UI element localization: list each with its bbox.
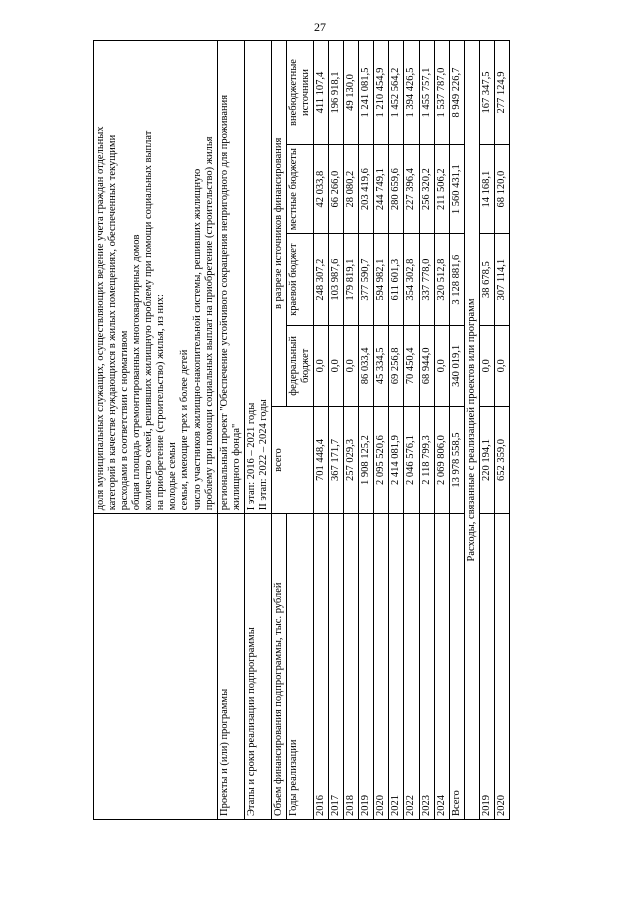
cell-offbudget: 411 107,4	[314, 41, 329, 145]
col-offbudget-header: внебюджетные источники	[286, 41, 313, 145]
cell-offbudget: 1 210 454,9	[374, 41, 389, 145]
indicator-line: молодые семьи	[167, 442, 179, 511]
cell-year: 2024	[434, 514, 449, 820]
funding-row	[359, 41, 374, 820]
cell-year: 2019	[359, 514, 374, 820]
cell-federal: 0,0	[344, 326, 359, 407]
section-title-row	[464, 41, 479, 820]
indicators-label-cell	[94, 514, 218, 820]
cell-total: 220 194,1	[479, 406, 494, 514]
funding-row	[329, 41, 344, 820]
cell-federal: 0,0	[479, 326, 494, 407]
subprogram-passport-table	[93, 40, 510, 820]
indicator-line: число участников жилищно-накопительной системы, решивших жилищную	[191, 168, 203, 511]
cell-federal: 0,0	[329, 326, 344, 407]
projects-label: Проекты и (или) программы	[217, 514, 244, 820]
indicators-row	[94, 41, 218, 820]
indicator-line: на приобретение (строительство) жилья, из них:	[155, 294, 167, 511]
cell-local: 211 506,2	[434, 145, 449, 234]
cell-federal: 0,0	[314, 326, 329, 407]
cell-regional: 337 778,0	[419, 234, 434, 326]
cell-regional: 354 302,8	[404, 234, 419, 326]
stage-line: II этап: 2022 – 2024 годы	[257, 399, 269, 511]
col-federal-header: федеральный бюджет	[286, 326, 313, 407]
funding-label: Объем финансирования подпрограммы, тыс. рублей	[271, 514, 286, 820]
cell-local: 203 419,6	[359, 145, 374, 234]
cell-offbudget: 277 124,9	[494, 41, 509, 145]
project-row	[494, 41, 509, 820]
project-row	[479, 41, 494, 820]
indicator-line: семьи, имеющие трех и более детей	[179, 349, 191, 511]
funding-row	[434, 41, 449, 820]
col-regional-header: краевой бюджет	[286, 234, 313, 326]
cell-year: Всего	[449, 514, 464, 820]
cell-total: 652 359,0	[494, 406, 509, 514]
cell-federal: 70 450,4	[404, 326, 419, 407]
cell-offbudget: 1 537 787,0	[434, 41, 449, 145]
rotated-table-container	[93, 40, 610, 820]
col-group-header: в разрезе источников финансирования	[271, 41, 286, 407]
funding-row	[389, 41, 404, 820]
cell-year: 2020	[494, 514, 509, 820]
cell-total: 2 069 806,0	[434, 406, 449, 514]
cell-offbudget: 8 949 226,7	[449, 41, 464, 145]
cell-total: 257 029,3	[344, 406, 359, 514]
cell-total: 1 908 125,2	[359, 406, 374, 514]
projects-value: региональный проект "Обеспечение устойчивого сокращения непригодного для проживания жилищного фонда"	[217, 41, 244, 514]
funding-row	[314, 41, 329, 820]
cell-regional: 594 982,1	[374, 234, 389, 326]
years-label: Годы реализации	[286, 514, 313, 820]
cell-regional: 103 987,6	[329, 234, 344, 326]
cell-regional: 3 128 881,6	[449, 234, 464, 326]
cell-year: 2018	[344, 514, 359, 820]
cell-offbudget: 1 241 081,5	[359, 41, 374, 145]
cell-local: 68 120,0	[494, 145, 509, 234]
cell-offbudget: 1 394 426,5	[404, 41, 419, 145]
cell-offbudget: 196 918,1	[329, 41, 344, 145]
indicator-line: количество семей, решивших жилищную проблему при помощи социальных выплат	[143, 130, 155, 511]
cell-federal: 340 019,1	[449, 326, 464, 407]
funding-row	[419, 41, 434, 820]
page-number: 27	[314, 20, 326, 34]
indicator-line: расходами в соответствии с нормативом	[119, 330, 131, 511]
cell-total: 2 095 520,6	[374, 406, 389, 514]
cell-federal: 45 334,5	[374, 326, 389, 407]
cell-local: 42 033,8	[314, 145, 329, 234]
indicator-line: общая площадь отремонтированных многоквартирных домов	[131, 234, 143, 511]
cell-regional: 377 590,7	[359, 234, 374, 326]
cell-regional: 38 678,5	[479, 234, 494, 326]
funding-row	[449, 41, 464, 820]
col-total-header: всего	[271, 406, 313, 514]
cell-local: 28 080,2	[344, 145, 359, 234]
indicator-line: проблему при помощи социальных выплат на приобретение (строительство) жилья	[203, 136, 215, 511]
cell-offbudget: 167 347,5	[479, 41, 494, 145]
indicator-line: доля муниципальных служащих, осуществляющих ведение учета граждан отдельных	[95, 126, 106, 511]
cell-year: 2023	[419, 514, 434, 820]
cell-year: 2017	[329, 514, 344, 820]
cell-local: 244 749,1	[374, 145, 389, 234]
cell-total: 2 118 799,3	[419, 406, 434, 514]
cell-federal: 0,0	[494, 326, 509, 407]
col-local-header: местные бюджеты	[286, 145, 313, 234]
cell-regional: 307 114,1	[494, 234, 509, 326]
cell-total: 2 414 081,9	[389, 406, 404, 514]
cell-local: 1 560 431,1	[449, 145, 464, 234]
cell-year: 2016	[314, 514, 329, 820]
cell-local: 14 168,1	[479, 145, 494, 234]
cell-offbudget: 1 455 757,1	[419, 41, 434, 145]
funding-row	[374, 41, 389, 820]
stage-line: I этап: 2016 – 2021 годы	[245, 402, 257, 511]
cell-offbudget: 1 452 564,2	[389, 41, 404, 145]
stages-label: Этапы и сроки реализации подпрограммы	[244, 514, 271, 820]
cell-total: 13 978 558,5	[449, 406, 464, 514]
funding-row	[404, 41, 419, 820]
cell-federal: 69 256,8	[389, 326, 404, 407]
cell-total: 367 171,7	[329, 406, 344, 514]
cell-federal: 0,0	[434, 326, 449, 407]
cell-regional: 320 512,8	[434, 234, 449, 326]
cell-total: 701 448,4	[314, 406, 329, 514]
funding-header-row	[271, 41, 286, 820]
cell-year: 2022	[404, 514, 419, 820]
cell-local: 66 266,0	[329, 145, 344, 234]
cell-regional: 611 601,3	[389, 234, 404, 326]
section-title: Расходы, связанные с реализацией проектов или программ	[464, 41, 479, 820]
projects-row	[217, 41, 244, 820]
funding-row	[344, 41, 359, 820]
cell-year: 2020	[374, 514, 389, 820]
cell-year: 2021	[389, 514, 404, 820]
indicators-list	[94, 41, 218, 514]
cell-federal: 68 944,0	[419, 326, 434, 407]
indicator-line: категорий в качестве нуждающихся в жилых помещениях, обеспеченных текущими	[107, 134, 119, 511]
cell-regional: 179 819,1	[344, 234, 359, 326]
cell-local: 280 659,6	[389, 145, 404, 234]
stages-row	[244, 41, 271, 820]
cell-regional: 248 307,2	[314, 234, 329, 326]
stages-value	[244, 41, 271, 514]
cell-local: 256 320,2	[419, 145, 434, 234]
cell-federal: 86 033,4	[359, 326, 374, 407]
cell-local: 227 396,4	[404, 145, 419, 234]
cell-offbudget: 49 130,0	[344, 41, 359, 145]
cell-year: 2019	[479, 514, 494, 820]
cell-total: 2 046 576,1	[404, 406, 419, 514]
